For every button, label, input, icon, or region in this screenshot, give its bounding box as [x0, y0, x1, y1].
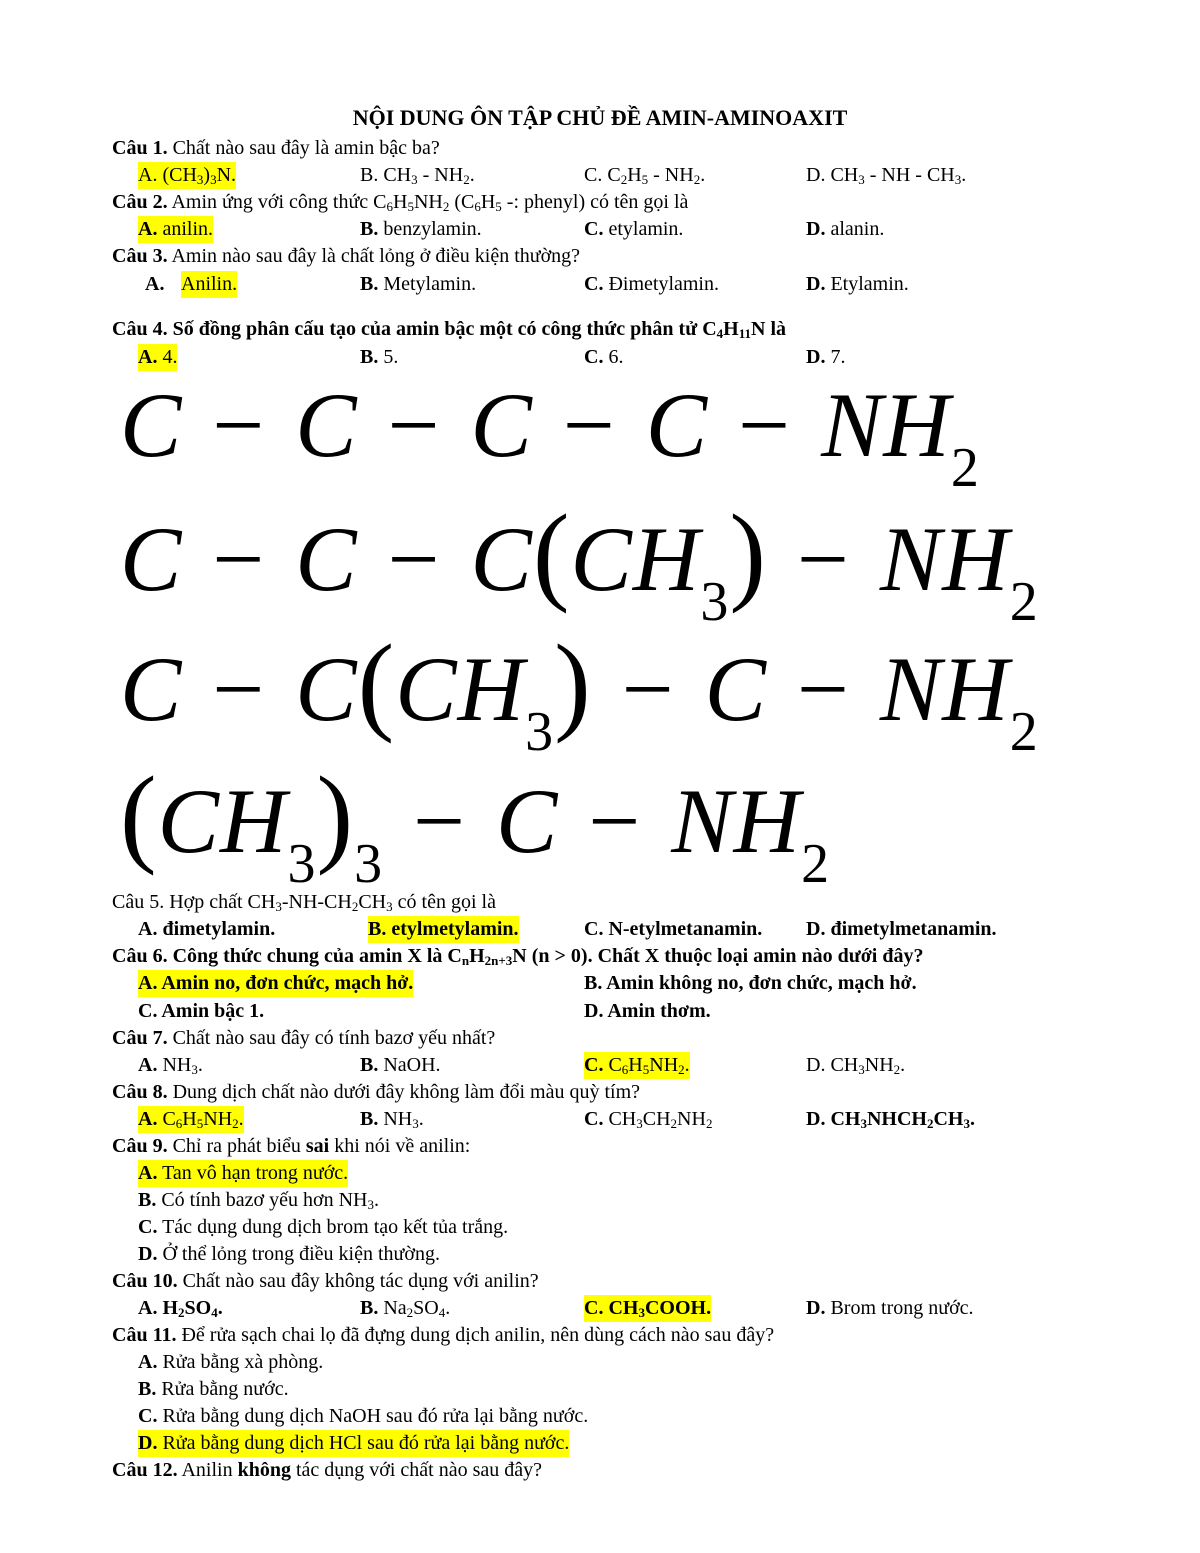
q11-option-a: A. Rửa bằng xà phòng. — [138, 1351, 324, 1373]
q6-option-b: B. Amin không no, đơn chức, mạch hở. — [584, 972, 917, 994]
q6-option-d: D. Amin thơm. — [584, 1000, 711, 1022]
q1-option-a: A. $(CH_3)_3N$. — [138, 164, 237, 187]
q3-option-d: D. Etylamin. — [806, 273, 909, 295]
q7-option-d: D. $CH_3NH_2$. — [806, 1054, 906, 1077]
q3-option-c: C. Đimetylamin. — [584, 273, 719, 295]
question-7: Câu 7. Chất nào sau đây có tính bazơ yếu nhất? — [112, 1027, 496, 1049]
q3-option-b: B. Metylamin. — [360, 273, 477, 295]
question-3: Câu 3. Amin nào sau đây là chất lỏng ở điều kiện thường? — [112, 245, 581, 267]
q1-option-c: C. $C_2H_5 - NH_2$. — [584, 164, 706, 187]
q4-option-d: D. 7. — [806, 346, 846, 368]
q2-option-a: A. anilin. — [138, 216, 213, 243]
q5-option-b: B. etylmetylamin. — [368, 916, 519, 943]
q7-option-c: C. $C_6H_5NH_2$. — [584, 1054, 690, 1077]
isomer-formula-3: $C - C(CH_3) - C - NH_2$ — [120, 622, 1039, 763]
q9-option-b: B. Có tính bazơ yếu hơn $NH_3$. — [138, 1189, 379, 1212]
q5-option-a: A. đimetylamin. — [138, 918, 276, 940]
isomer-formula-2: $C - C - C(CH_3) - NH_2$ — [120, 492, 1039, 633]
isomer-formula-4: $(CH_3)_3 - C - NH_2$ — [120, 754, 831, 895]
q11-option-c: C. Rửa bằng dung dịch NaOH sau đó rửa lại bằng nước. — [138, 1405, 589, 1427]
question-1: Câu 1. Chất nào sau đây là amin bậc ba? — [112, 137, 440, 159]
q3-option-a: Anilin. — [181, 271, 237, 298]
q2-option-b: B. benzylamin. — [360, 218, 482, 240]
q10-option-d: D. Brom trong nước. — [806, 1297, 974, 1319]
q6-option-a: A. Amin no, đơn chức, mạch hở. — [138, 970, 413, 997]
q7-option-a: A. $NH_3$. — [138, 1054, 203, 1077]
q9-option-d: D. Ở thể lỏng trong điều kiện thường. — [138, 1243, 440, 1265]
question-12: Câu 12. Anilin không tác dụng với chất nào sau đây? — [112, 1459, 543, 1481]
q8-option-c: C. $CH_3CH_2NH_2$ — [584, 1108, 713, 1131]
q5-option-c: C. N-etylmetanamin. — [584, 918, 763, 940]
question-6: Câu 6. Công thức chung của amin X là $C_nH_{2n+3}N$ (n > 0). Chất X thuộc loại amin nào dưới đây? — [112, 945, 924, 968]
q1-option-b: B. $CH_3 - NH_2$. — [360, 164, 475, 187]
q1-option-d: D. $CH_3$ - NH - $CH_3$. — [806, 164, 967, 187]
q2-option-d: D. alanin. — [806, 218, 885, 240]
q9-option-c: C. Tác dụng dung dịch brom tạo kết tủa trắng. — [138, 1216, 509, 1238]
q8-option-d: D. $CH_3NHCH_2CH_3$. — [806, 1108, 975, 1131]
q3-option-a-label: A. — [145, 273, 165, 295]
q10-option-c: C. $CH_3COOH$. — [584, 1297, 712, 1320]
q10-option-a: A. $H_2SO_4$. — [138, 1297, 223, 1320]
q6-option-c: C. Amin bậc 1. — [138, 1000, 265, 1022]
q4-option-a: A. 4. — [138, 344, 177, 371]
question-5: Câu 5. Hợp chất $CH_3-NH-CH_2CH_3$ có tên gọi là — [112, 891, 496, 914]
page-title: NỘI DUNG ÔN TẬP CHỦ ĐỀ AMIN-AMINOAXIT — [352, 105, 848, 130]
q10-option-b: B. $Na_2SO_4$. — [360, 1297, 451, 1320]
question-4: Câu 4. Số đồng phân cấu tạo của amin bậc một có công thức phân tử $C_4H_{11}N$ là — [112, 318, 787, 341]
q4-option-b: B. 5. — [360, 346, 399, 368]
q11-option-d: D. Rửa bằng dung dịch HCl sau đó rửa lại bằng nước. — [138, 1430, 569, 1457]
q8-option-b: B. $NH_3$. — [360, 1108, 424, 1131]
question-2: Câu 2. Amin ứng với công thức $C_6H_5NH_2$ ($C_6H_5$ -: phenyl) có tên gọi là — [112, 191, 689, 214]
question-11: Câu 11. Để rửa sạch chai lọ đã đựng dung dịch anilin, nên dùng cách nào sau đây? — [112, 1324, 775, 1346]
question-8: Câu 8. Dung dịch chất nào dưới đây không làm đổi màu quỳ tím? — [112, 1081, 641, 1103]
question-9: Câu 9. Chỉ ra phát biểu sai khi nói về anilin: — [112, 1135, 471, 1157]
q5-option-d: D. đimetylmetanamin. — [806, 918, 997, 940]
isomer-formula-1: $C - C - C - C - NH_2$ — [120, 374, 980, 499]
q11-option-b: B. Rửa bằng nước. — [138, 1378, 289, 1400]
question-10: Câu 10. Chất nào sau đây không tác dụng với anilin? — [112, 1270, 539, 1292]
q4-option-c: C. 6. — [584, 346, 624, 368]
q9-option-a: A. Tan vô hạn trong nước. — [138, 1160, 348, 1187]
q2-option-c: C. etylamin. — [584, 218, 684, 240]
q8-option-a: A. $C_6H_5NH_2$. — [138, 1108, 244, 1131]
q7-option-b: B. NaOH. — [360, 1054, 441, 1076]
